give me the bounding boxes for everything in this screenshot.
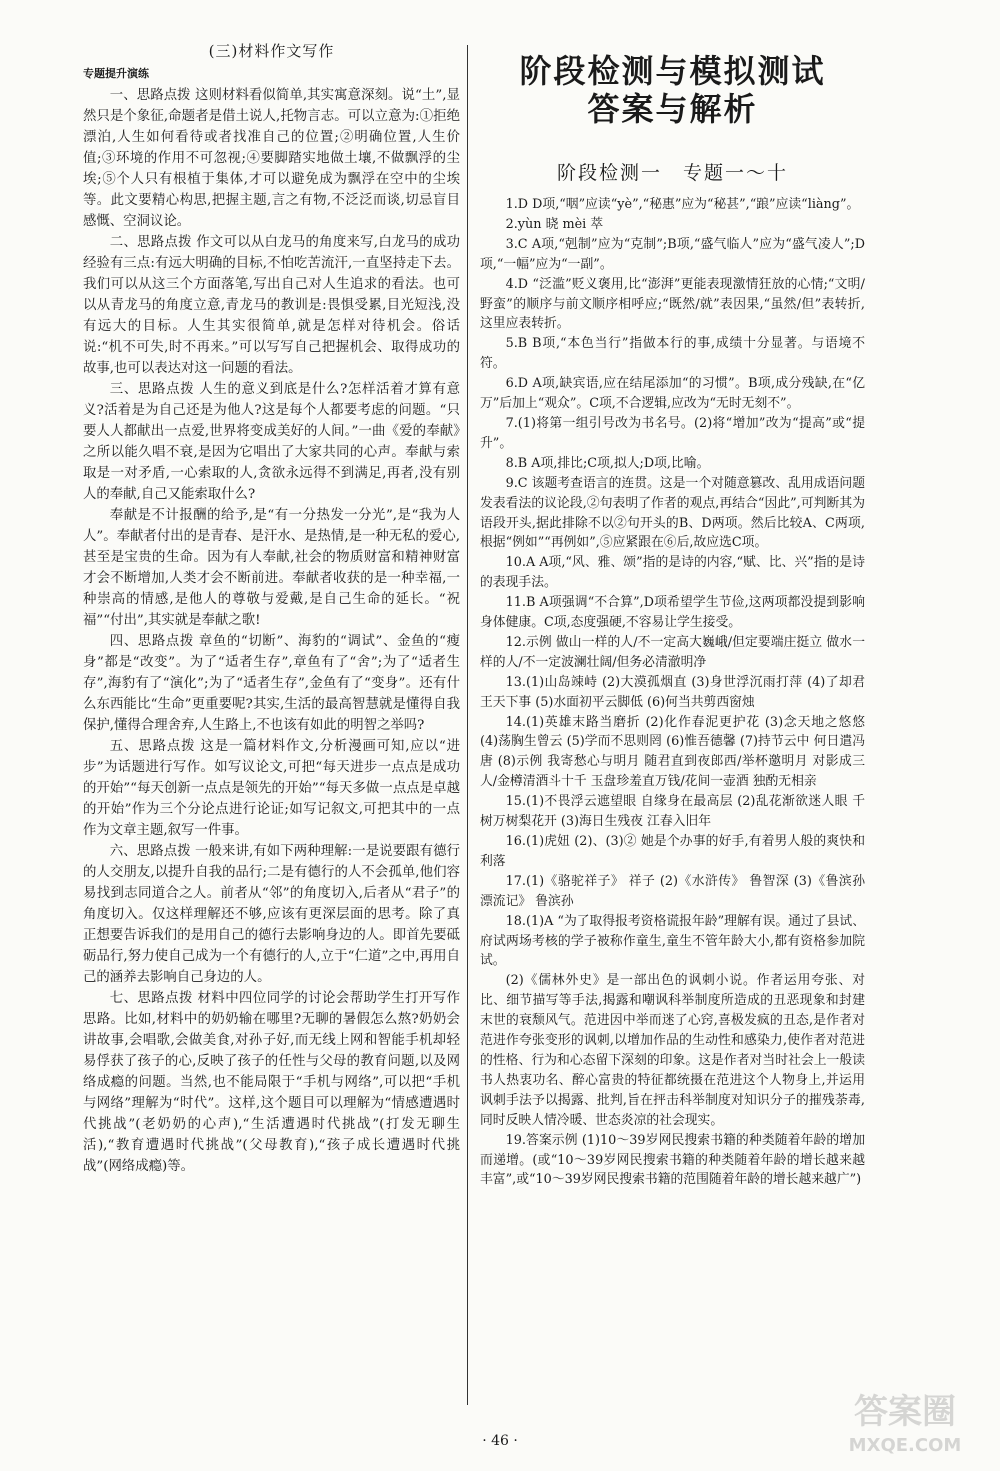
answers-title-line1: 阶段检测与模拟测试 [519,52,826,90]
answer-item: (2)《儒林外史》是一部出色的讽刺小说。作者运用夸张、对比、细节描写等手法,揭露和嘲讽科举制度所造成的丑恶现象和封建末世的衰颓风气。范进因中举而迷了心窍,喜极发疯的丑态,是作者对范进作夸张变形的讽刺,以增加作品的生动性和感染力,使作者对范进的性格、行为和心态留下深刻的印象。这是作者对当时社会上一般读书人热衷功名、醉心富贵的特征都统摄在范进这个人物身上,并运用讽刺手法予以揭露、批判,旨在抨击科举制度对知识分子的摧残荼毒,同时反映人情冷暖、世态炎凉的社会现实。 [480,973,865,1128]
paragraph: 六、思路点拨 一般来讲,有如下两种理解:一是说要跟有德行的人交朋友,以提升自我的品行;二是有德行的人不会孤单,他们容易找到志同道合之人。前者从“邻”的角度切入,后者从“君子”的角度切入。仅这样理解还不够,应该有更深层面的思考。除了真正想要告诉我们的是用自己的德行去影响身边的人。即首先要砥砺品行,努力使自己成为一个有德行的人,立于“仁道”之中,再用自己的涵养去影响自己身边的人。 [83,844,460,985]
paragraph: 四、思路点拨 章鱼的“切断”、海豹的“调试”、金鱼的“瘦身”都是“改变”。为了“适者生存”,章鱼有了“舍”;为了“适者生存”,海豹有了“演化”;为了“适者生存”,金鱼有了“变身”。还有什么东西能比“生命”更重要呢?其实,生活的最高智慧就是懂得自我保护,懂得合理舍弃,人生路上,不也该有如此的明智之举吗? [83,634,460,733]
answer-item: 14.(1)英雄末路当磨折 (2)化作春泥更护花 (3)念天地之悠悠 (4)荡胸生曾云 (5)学而不思则罔 (6)惟吾德馨 (7)持节云中 何日遣冯唐 (8)示例 我寄愁心与明月 随君直到夜郎西/举杯邀明月 对影成三人/金樽清酒斗十千 玉盘珍羞直万钱/花间一壶酒 独酌无相亲 [480,714,865,790]
paragraph: 一、思路点拨 这则材料看似简单,其实寓意深刻。说“土”,显然只是个象征,命题者是借土说人,托物言志。可以立意为:①拒绝漂泊,人生如何看待或者找准自己的位置;②明确位置,人生价值;③环境的作用不可忽视;④要脚踏实地做土壤,不做飘浮的尘埃;⑤个人只有根植于集体,才可以避免成为飘浮在空中的尘埃等。此文要精心构思,把握主题,言之有物,不泛泛而谈,切忌盲目感慨、空洞议论。 [83,88,460,229]
paragraph: 奉献是不计报酬的给予,是“有一分热发一分光”,是“我为人人”。奉献者付出的是青春、是汗水、是热情,是一种无私的爱心,甚至是宝贵的生命。因为有人奉献,社会的物质财富和精神财富才会不断增加,人类才会不断前进。奉献者收获的是一种幸福,一种崇高的情感,是他人的尊敬与爱戴,是自己生命的延长。“祝福”“付出”,其实就是奉献之歌! [83,508,460,628]
answer-item: 8.B A项,排比;C项,拟人;D项,比喻。 [505,455,710,471]
answer-item: 1.D D项,“咽”应读“yè”,“秘惠”应为“秘甚”,“踉”应读“liàng”。 [505,197,860,212]
stage-title: 阶段检测一 专题一～十 [556,162,788,184]
paragraph: 三、思路点拨 人生的意义到底是什么?怎样活着才算有意义?活着是为自己还是为他人?这是每个人都要考虑的问题。“只要人人都献出一点爱,世界将变成美好的人间。”一曲《爱的奉献》之所以能久唱不衰,是因为它唱出了大家共同的心声。奉献与索取是一对矛盾,一心索取的人,贪欲永远得不到满足,再者,没有别人的奉献,自己又能索取什么? [83,382,460,502]
page-number: · 46 · [482,1433,518,1449]
answers-title-line2: 答案与解析 [587,90,758,128]
answer-item: 5.B B项,“本色当行”指做本行的事,成绩十分显著。与语境不符。 [480,336,865,372]
answer-item: 11.B A项强调“不合算”,D项希望学生节俭,这两项都没提到影响身体健康。C项,态度强硬,不容易让学生接受。 [480,595,865,631]
paragraph: 二、思路点拨 作文可以从白龙马的角度来写,白龙马的成功经验有三点:有远大明确的目标,不怕吃苦流汗,一直坚持走下去。我们可以从这三个方面落笔,写出自己对人生追求的看法。也可以从青龙马的角度立意,青龙马的教训是:畏惧受累,目光短浅,没有远大的目标。人生其实很简单,就是怎样对待机会。俗话说:“机不可失,时不再来。”可以写写自己把握机会、取得成功的故事,也可以表达对这一问题的看法。 [83,235,460,376]
watermark-logo [830,1381,980,1461]
right-column [480,40,865,1190]
paragraph: 五、思路点拨 这是一篇材料作文,分析漫画可知,应以“进步”为话题进行写作。如写议论文,可把“每天进步一点点是成功的开始”“每天创新一点点是领先的开始”“每天多做一点点是卓越的开始”作为三个分论点进行论证;如写记叙文,可把其中的一点作为文章主题,叙写一件事。 [83,739,460,838]
paragraph: 七、思路点拨 材料中四位同学的讨论会帮助学生打开写作思路。比如,材料中的奶奶输在哪里?无聊的暑假怎么熬?奶奶会讲故事,会唱歌,会做美食,对孙子好,而无线上网和智能手机却轻易俘获了孩子的心,反映了孩子的任性与父母的教育问题,以及网络成瘾的问题。当然,也不能局限于“手机与网络”,可以把“手机与网络”理解为“时代”。这样,这个题目可以理解为“情感遭遇时代挑战”(老奶奶的心声),“生活遭遇时代挑战”(打发无聊生活),“教育遭遇时代挑战”(父母教育),“孩子成长遭遇时代挑战”(网络成瘾)等。 [83,991,460,1174]
answer-item: 19.答案示例 (1)10～39岁网民搜索书籍的种类随着年龄的增加而递增。(或“10～39岁网民搜索书籍的种类随着年龄的增长越来越丰富”,或“10～39岁网民搜索书籍的范围随着年龄的增长越来越广”) [480,1132,865,1188]
answer-item: 12.示例 做山一样的人/不一定高大巍峨/但定要端庄挺立 做水一样的人/不一定波澜壮阔/但务必清澈明净 [480,634,865,670]
section-title: (三)材料作文写作 [208,42,335,60]
section-subtitle: 专题提升演练 [83,67,149,80]
answer-item: 18.(1)A “为了取得报考资格谎报年龄”理解有误。通过了县试、府试两场考核的学子被称作童生,童生不管年龄大小,都有资格参加院试。 [480,913,865,969]
watermark-line2: MXQE.COM [848,1435,962,1456]
answer-item: 15.(1)不畏浮云遮望眼 自缘身在最高层 (2)乱花渐欲迷人眼 千树万树梨花开 (3)海日生残夜 江春入旧年 [480,794,865,830]
answer-item: 16.(1)虎妞 (2)、(3)② 她是个办事的好手,有着男人般的爽快和利落 [480,834,865,869]
answer-item: 7.(1)将第一组引号改为书名号。(2)将“增加”改为“提高”或“提升”。 [480,415,865,451]
answer-item: 4.D “泛滥”贬义褒用,比“澎湃”更能表现激情狂放的心情;“文明/野蛮”的顺序与前文顺序相呼应;“既然/就”表因果,“虽然/但”表转折,这里应表转折。 [480,276,865,332]
answer-item: 9.C 该题考查语言的连贯。这是一个对随意篡改、乱用成语问题发表看法的议论段,②句表明了作者的观点,再结合“因此”,可判断其为语段开头,据此排除不以②句开头的B、D两项。然后比较A、C两项,根据“例如”“再例如”,⑤应紧跟在⑥后,故应选C项。 [480,475,865,551]
answer-item: 2.yùn 晓 mèi 萃 [505,216,604,232]
answer-item: 10.A A项,“风、雅、颂”指的是诗的内容,“赋、比、兴”指的是诗的表现手法。 [480,555,865,591]
column-divider [467,45,468,1405]
left-column [83,40,460,1177]
answer-item: 3.C A项,“剋制”应为“克制”;B项,“盛气临人”应为“盛气凌人”;D项,“一幅”应为“一副”。 [480,236,865,272]
answer-item: 17.(1)《骆驼祥子》 祥子 (2)《水浒传》 鲁智深 (3)《鲁滨孙漂流记》 鲁滨孙 [480,873,865,909]
answer-item: 6.D A项,缺宾语,应在结尾添加“的习惯”。B项,成分残缺,在“亿万”后加上“观众”。C项,不合逻辑,应改为“无时无刻不”。 [480,376,865,412]
watermark-line1: 答案圈 [854,1392,956,1432]
answer-item: 13.(1)山岛竦峙 (2)大漠孤烟直 (3)身世浮沉雨打萍 (4)了却君王天下事 (5)水面初平云脚低 (6)何当共剪西窗烛 [480,674,865,710]
